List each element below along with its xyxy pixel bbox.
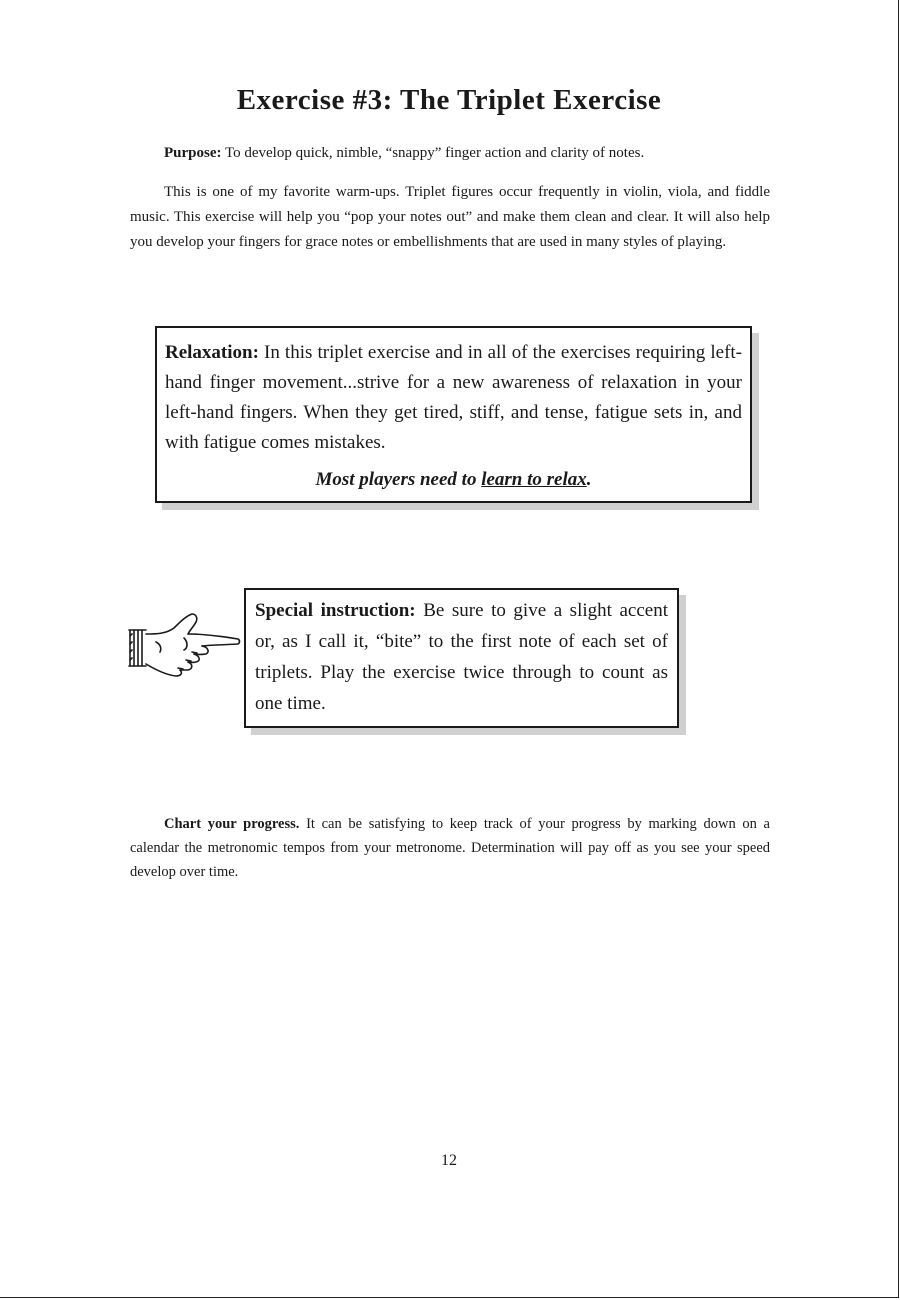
relaxation-emphasis-after: .	[586, 469, 592, 490]
purpose-paragraph	[130, 142, 770, 164]
relaxation-emphasis	[165, 465, 742, 495]
pointing-hand-icon	[126, 612, 242, 682]
relaxation-emphasis-underlined: learn to relax	[481, 469, 587, 490]
relaxation-text: In this triplet exercise and in all of the exercises requiring left-hand finger movement...strive for a new awareness of relaxation in your left-hand fingers. When they get tired, stiff, and tense, fatigue sets in, and with fatigue comes mistakes.	[165, 342, 742, 453]
purpose-text: To develop quick, nimble, “snappy” finger action and clarity of notes.	[221, 145, 645, 161]
special-instruction-paragraph	[255, 595, 668, 719]
relaxation-callout-box	[155, 326, 752, 503]
intro-paragraph: This is one of my favorite warm-ups. Triplet figures occur frequently in violin, viola, and fiddle music. This exercise will help you “pop your notes out” and make them clean and clear. It will also help you develop your fingers for grace notes or embellishments that are used in many styles of playing.	[130, 184, 770, 250]
special-instruction-text: Be sure to give a slight accent or, as I call it, “bite” to the first note of each set of triplets. Play the exercise twice through to count as one time.	[255, 600, 668, 714]
relaxation-paragraph	[165, 338, 742, 458]
page-number: 12	[441, 1152, 457, 1169]
special-instruction-label: Special instruction:	[255, 600, 416, 621]
page-title: Exercise #3: The Triplet Exercise	[236, 84, 662, 116]
purpose-label: Purpose:	[164, 145, 222, 161]
chart-progress-label: Chart your progress.	[164, 816, 300, 832]
chart-progress-text: It can be satisfying to keep track of your progress by marking down on a calendar the metronomic tempos from your metronome. Determination will pay off as you see your speed develop over time.	[130, 816, 770, 880]
relaxation-label: Relaxation:	[165, 342, 259, 363]
chart-progress-paragraph	[130, 812, 770, 884]
special-instruction-box	[244, 588, 679, 728]
relaxation-emphasis-before: Most players need to	[315, 469, 482, 490]
